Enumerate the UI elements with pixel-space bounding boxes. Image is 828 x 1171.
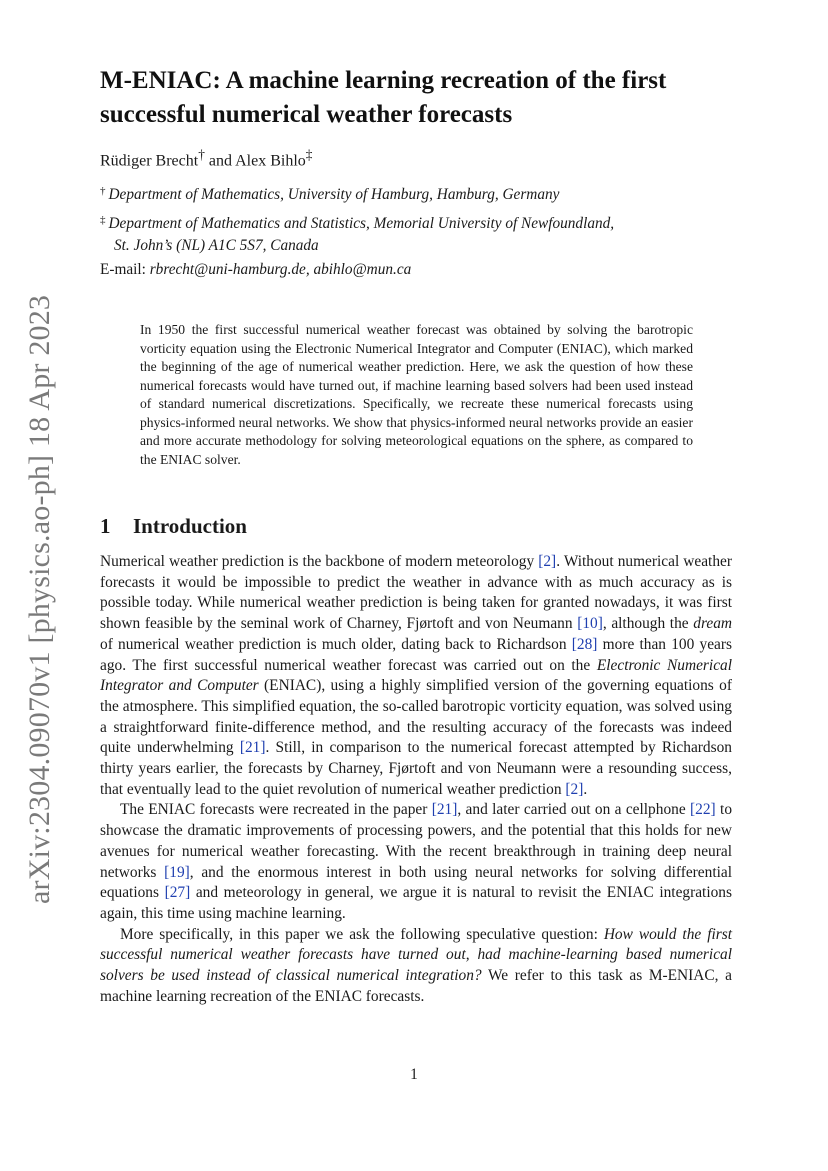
section-number: 1 xyxy=(100,514,111,538)
abstract xyxy=(140,321,693,469)
affiliation-mark: † xyxy=(100,185,106,197)
abstract-text: In 1950 the first successful numerical weather forecast was obtained by solving the barotropic vorticity equation using the Electronic Numerical Integrator and Computer (ENIAC), which marked the beginning of the age of numerical weather prediction. Here, we ask the question of how these numerical forecasts would have turned out, if machine learning based solvers had been used instead of standard numerical discretizations. Specifically, we recreate these numerical forecasts using physics-informed neural networks. We show that physics-informed neural networks provide an easier and more accurate methodology for solving meteorological equations on the sphere, as compared to the ENIAC solver. xyxy=(140,322,693,467)
author-name: Alex Bihlo xyxy=(235,152,306,170)
affiliation-memorial xyxy=(100,209,614,257)
affiliation-text: Department of Mathematics, University of Hamburg, Hamburg, Germany xyxy=(108,186,560,203)
title-line-2: successful numerical weather forecasts xyxy=(100,101,513,128)
section-heading xyxy=(100,512,247,540)
citation-link[interactable]: [10] xyxy=(577,615,603,633)
title-line-1: M-ENIAC: A machine learning recreation of the first xyxy=(100,67,667,94)
affiliation-mark: † xyxy=(198,147,205,162)
paragraph: Numerical weather prediction is the backbone of modern meteorology [2]. Without numerical weather forecasts it would be impossible to predict the weather in advance with as much accuracy as is possible today. While numerical weather prediction is being taken for granted nowadays, it was first shown feasible by the seminal work of Charney, Fjørtoft and von Neumann [10], although the dream of numerical weather prediction is much older, dating back to Richardson [28] more than 100 years ago. The first successful numerical weather forecast was carried out on the Electronic Numerical Integrator and Computer (ENIAC), using a highly simplified version of the governing equations of the atmosphere. This simplified equation, the so-called barotropic vorticity equation, was solved using a straightforward finite-difference method, and the resulting accuracy of the forecasts was indeed quite underwhelming [21]. Still, in comparison to the numerical forecast attempted by Richardson thirty years earlier, the forecasts by Charney, Fjørtoft and von Neumann were a resounding success, that eventually lead to the quiet revolution of numerical weather prediction [2]. xyxy=(100,553,733,798)
paragraph: More specifically, in this paper we ask the following speculative question: How would the first successful numerical weather forecasts have turned out, had machine-learning based numerical solvers be used instead of classical numerical integration? We refer to this task as M-ENIAC, a machine learning recreation of the ENIAC forecasts. xyxy=(100,925,732,1005)
affiliation-mark: ‡ xyxy=(305,147,313,162)
paragraph: The ENIAC forecasts were recreated in the paper [21], and later carried out on a cellphone [22] to showcase the dramatic improvements of processing powers, and the potential that this holds for new avenues for numerical weather forecasting. With the recent breakthrough in training deep neural networks [19], and the enormous interest in both using neural networks for solving differential equations [27] and meteorology in general, we argue it is natural to revisit the ENIAC integrations again, this time using machine learning. xyxy=(100,801,733,922)
email-addresses: rbrecht@uni-hamburg.de, abihlo@mun.ca xyxy=(149,261,412,278)
citation-link[interactable]: [2] xyxy=(538,553,557,570)
citation-link[interactable]: [27] xyxy=(164,884,191,902)
paper-title xyxy=(100,64,750,132)
arxiv-stamp-text: arXiv:2304.09070v1 [physics.ao-ph] 18 Apr 2023 xyxy=(23,294,56,904)
citation-link[interactable]: [21] xyxy=(431,801,458,819)
affiliation-text: Department of Mathematics and Statistics, Memorial University of Newfoundland, xyxy=(108,215,615,232)
arxiv-identifier-stamp xyxy=(20,294,60,904)
citation-link[interactable]: [28] xyxy=(571,635,598,653)
email-line xyxy=(100,259,411,281)
emphasis: Electronic Numerical Integrator and Computer xyxy=(100,656,733,695)
affiliation-mark: ‡ xyxy=(100,214,106,226)
author-name: Rüdiger Brecht xyxy=(100,152,199,170)
author-joiner: and xyxy=(204,152,236,170)
page-number: 1 xyxy=(410,1066,418,1083)
emphasis: dream xyxy=(693,615,733,633)
introduction-body xyxy=(100,552,732,1007)
citation-link[interactable]: [21] xyxy=(239,739,266,757)
citation-link[interactable]: [19] xyxy=(164,863,190,881)
citation-link[interactable]: [2] xyxy=(565,780,584,798)
emphasis: How would the first successful numerical weather forecasts have turned out, had machine-learning based numerical solvers be used instead of classical numerical integration? xyxy=(100,925,732,985)
citation-link[interactable]: [22] xyxy=(690,801,716,819)
author-list xyxy=(100,144,312,172)
email-label: E-mail: xyxy=(100,261,146,278)
affiliation-text: St. John’s (NL) A1C 5S7, Canada xyxy=(114,237,319,254)
affiliation-hamburg xyxy=(100,180,559,206)
section-title: Introduction xyxy=(133,514,247,538)
